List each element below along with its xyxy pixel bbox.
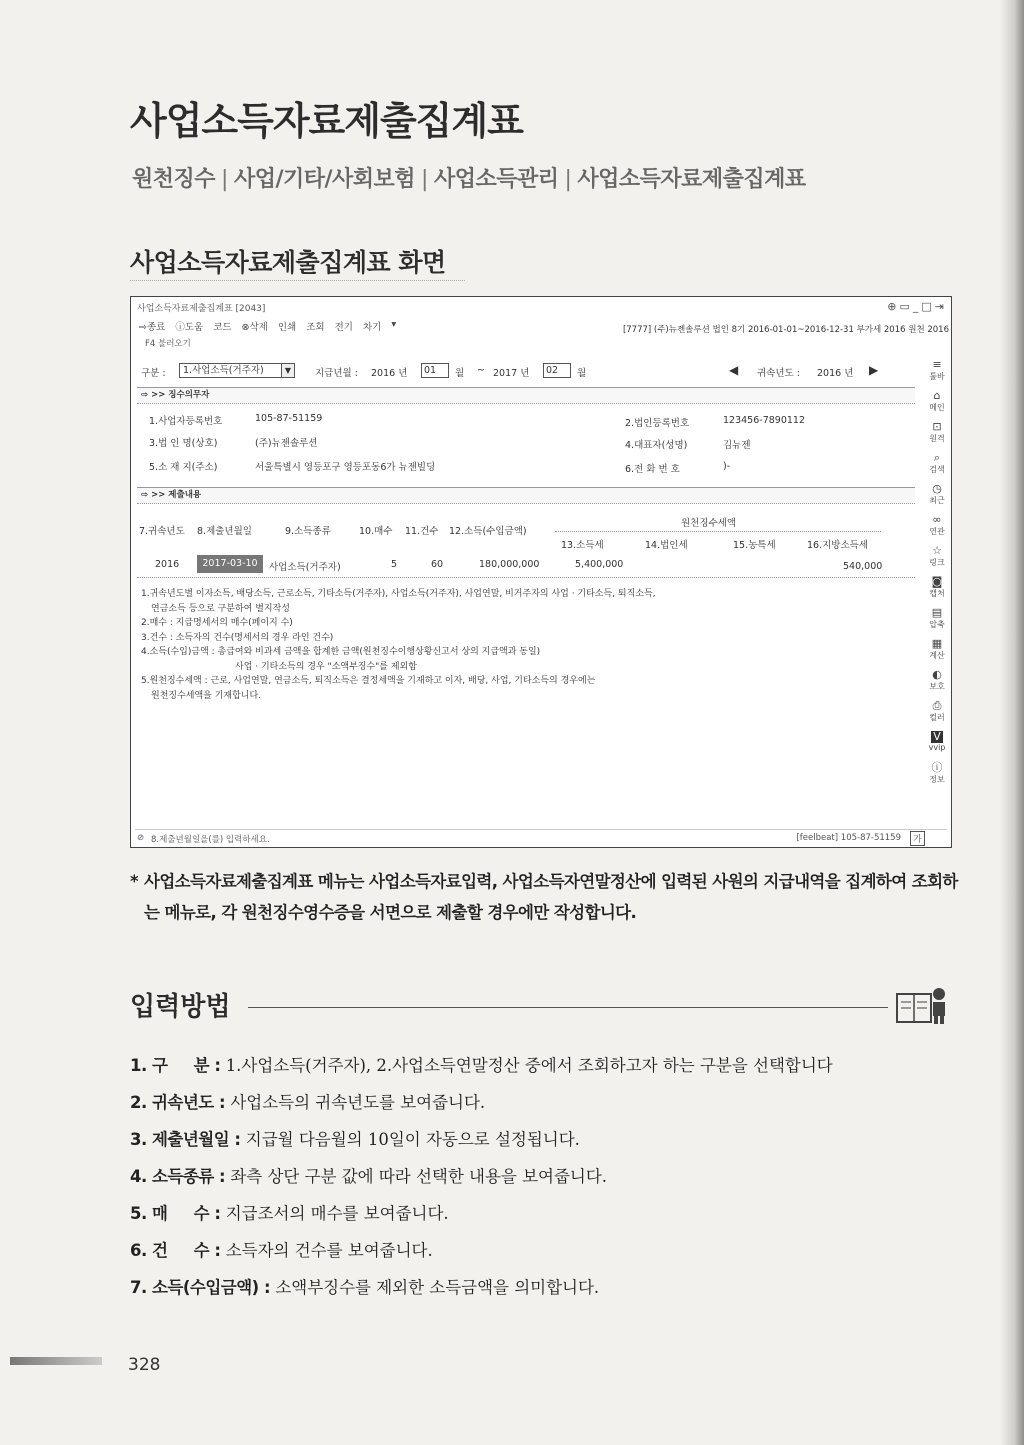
breadcrumb-item: 사업/기타/사회보험	[233, 167, 416, 192]
maximize-icon[interactable]: □	[921, 300, 935, 313]
side-menu-color[interactable]	[925, 700, 949, 731]
item-desc: 좌측 상단 구분 값에 따라 선택한 내용을 보여줍니다.	[230, 1167, 608, 1186]
help-note-line: 4.소득(수입)금액 : 총급여와 비과세 금액을 합계한 금액(원천징수이행상황신고서 상의 지급액과 동일)	[141, 647, 541, 657]
list-item	[130, 1274, 599, 1298]
window-title: 사업소득자료제출집계표 [2043]	[137, 304, 266, 314]
side-menu-vvip[interactable]	[925, 731, 949, 762]
archive-icon: ▤	[931, 606, 943, 619]
list-item	[130, 1052, 833, 1076]
ceo-value[interactable]: 김뉴젠	[723, 440, 751, 451]
month-to-value: 02	[546, 365, 559, 376]
pay-month-label: 지급년월 :	[315, 368, 358, 379]
month-unit-label: 월	[577, 368, 587, 379]
program-screenshot	[130, 296, 952, 848]
year-from: 2016 년	[371, 368, 408, 379]
side-menu-recent[interactable]	[925, 483, 949, 514]
side-menu-label: 보호	[929, 682, 945, 691]
attr-year-label: 귀속년도 :	[757, 368, 800, 379]
col-header-income: 12.소득(수입금액)	[449, 526, 527, 537]
month-unit-label: 월	[455, 368, 465, 379]
status-user-info: [feelbeat] 105-87-51159	[796, 833, 901, 843]
cell-income-tax: 5,400,000	[575, 559, 624, 570]
side-menu-label: 캡처	[929, 589, 945, 598]
side-menu-label: 압축	[929, 620, 945, 629]
shield-icon: ◐	[932, 668, 942, 681]
divider	[555, 531, 881, 532]
home-icon: ⌂	[933, 389, 941, 402]
menu-icon: ≡	[932, 358, 942, 371]
list-item	[130, 1126, 580, 1150]
col-header-kind: 9.소득종류	[285, 526, 331, 537]
calculator-icon: ▦	[931, 637, 943, 650]
f4-load-button[interactable]: F4 불러오기	[145, 339, 191, 349]
next-year-arrow-icon[interactable]: ▶	[869, 363, 879, 377]
side-menu-info[interactable]	[925, 762, 949, 793]
list-item	[130, 1089, 485, 1113]
side-menu-label: 원격	[929, 434, 945, 443]
item-desc: 소액부징수를 제외한 소득금액을 의미합니다.	[275, 1278, 600, 1297]
side-menu-label: 계산	[929, 651, 945, 660]
side-menu-label: 메인	[929, 403, 945, 412]
prev-year-arrow-icon[interactable]: ◀	[729, 363, 739, 377]
cell-cases: 60	[431, 559, 444, 570]
window-controls	[887, 300, 947, 313]
col-header-cases: 11.건수	[405, 526, 439, 537]
search-icon: ⌕	[933, 451, 941, 464]
status-help-icon: ⊘	[137, 833, 145, 843]
biz-no-label: 1.사업자등록번호	[149, 416, 223, 427]
restore-icon[interactable]: ▭	[899, 300, 913, 313]
page-number: 328	[128, 1355, 161, 1375]
info-icon: ⓘ	[931, 761, 943, 774]
item-label: 2. 귀속년도 :	[130, 1093, 226, 1112]
side-menu-protect[interactable]	[925, 669, 949, 700]
section-divider	[130, 280, 465, 281]
side-menu-label: 정보	[929, 775, 945, 784]
item-label: 4. 소득종류 :	[130, 1167, 226, 1186]
help-note-line: 2.매수 : 지급명세서의 매수(페이지 수)	[141, 618, 293, 628]
corp-no-label: 2.법인등록번호	[625, 418, 690, 429]
side-menu-label: 툴바	[929, 372, 945, 381]
gubun-label: 구분 :	[141, 368, 166, 379]
side-menu-toolbar[interactable]	[925, 359, 949, 390]
col-header-date: 8.제출년월일	[197, 526, 252, 537]
side-menu-label: 컬러	[929, 713, 945, 722]
submit-band	[137, 487, 915, 504]
side-menu	[925, 359, 949, 793]
remote-icon: ⊡	[932, 420, 942, 433]
note-asterisk: *	[130, 872, 139, 891]
input-method-title: 입력방법	[130, 992, 231, 1022]
col-header-local-tax: 16.지방소득세	[807, 540, 868, 551]
item-label: 1. 구 분 :	[130, 1056, 221, 1075]
camera-icon: ◙	[931, 575, 943, 588]
side-menu-search[interactable]	[925, 452, 949, 483]
withholder-band	[137, 387, 915, 404]
phone-label: 6.전 화 번 호	[625, 464, 680, 475]
help-note-line: 연금소득 등으로 구분하여 별지작성	[151, 603, 290, 614]
toolbar-more-button[interactable]: ▾	[391, 319, 397, 330]
section-title: 사업소득자료제출집계표 화면	[130, 248, 446, 277]
book-reader-icon	[895, 986, 951, 1026]
toolbar-search-button[interactable]: 조회	[306, 322, 325, 333]
toolbar-code-button[interactable]: 코드	[213, 322, 232, 333]
side-menu-related[interactable]	[925, 514, 949, 545]
cell-kind: 사업소득(거주자)	[269, 562, 341, 573]
help-note-line: 원천징수세액을 기재합니다.	[151, 690, 262, 701]
breadcrumb-item: 원천징수	[132, 167, 216, 192]
year-to: 2017 년	[493, 368, 530, 379]
company-info: [7777] (주)뉴젠솔루션 법인 8기 2016-01-01~2016-12-31 부가세 2016 원천 2016	[622, 325, 949, 335]
printer-icon: ⎙	[932, 699, 942, 712]
toolbar-prev-button[interactable]: 전기	[334, 322, 353, 333]
section-rule	[248, 1007, 888, 1008]
page-footer-bar	[10, 1357, 102, 1365]
side-menu-label: 연관	[929, 527, 945, 536]
ceo-label: 4.대표자(성명)	[625, 440, 688, 451]
side-menu-compress[interactable]	[925, 607, 949, 638]
corp-name-label: 3.법 인 명(상호)	[149, 438, 218, 449]
biz-no-value[interactable]: 105-87-51159	[255, 413, 323, 424]
cell-year: 2016	[155, 559, 180, 570]
attr-year-value: 2016 년	[817, 368, 854, 379]
chevron-down-icon[interactable]: ▼	[281, 363, 295, 378]
side-menu-label: 검색	[929, 465, 945, 474]
corp-name-value[interactable]: (주)뉴젠솔루션	[255, 438, 318, 449]
toolbar-help-button[interactable]: ⓘ도움	[175, 322, 204, 333]
link-icon: ∞	[932, 513, 942, 526]
item-desc: 1.사업소득(거주자), 2.사업소득연말정산 중에서 조회하고자 하는 구분을 선택합니다	[225, 1056, 833, 1075]
side-menu-label: 최근	[929, 496, 945, 505]
item-desc: 지급조서의 매수를 보여줍니다.	[225, 1204, 449, 1223]
item-desc: 지급월 다음월의 10일이 자동으로 설정됩니다.	[245, 1130, 580, 1149]
cell-sheets: 5	[391, 559, 398, 570]
help-note-line: 1.귀속년도별 이자소득, 배당소득, 근로소득, 기타소득(거주자), 사업소득(거주자), 사업연말, 비거주자의 사업 · 기타소득, 퇴직소득,	[141, 589, 656, 599]
side-menu-label: vvip	[928, 743, 946, 752]
exit-icon[interactable]: ⇥	[934, 300, 947, 313]
list-item	[130, 1237, 433, 1261]
col-header-corp-tax: 14.법인세	[645, 540, 688, 551]
gubun-select-value: 1.사업소득(거주자)	[183, 365, 264, 376]
side-menu-calculator[interactable]	[925, 638, 949, 669]
month-from-value: 01	[424, 365, 437, 376]
breadcrumb-item: 사업소득자료제출집계표	[577, 167, 806, 192]
side-menu-label: 링크	[929, 558, 945, 567]
help-note-line: 3.건수 : 소득자의 건수(명세서의 경우 라인 건수)	[141, 632, 334, 643]
tax-group-header: 원천징수세액	[681, 518, 737, 529]
month-to-select[interactable]	[543, 363, 571, 378]
toolbar-delete-button[interactable]: ⊗삭제	[241, 322, 268, 333]
addr-label: 5.소 재 지(주소)	[149, 462, 218, 473]
toolbar	[139, 319, 396, 333]
zoom-icon[interactable]: ⊕	[887, 300, 900, 313]
page-note	[130, 866, 960, 928]
side-menu-links[interactable]	[925, 545, 949, 576]
toolbar-print-button[interactable]: 인쇄	[277, 322, 297, 333]
page-title: 사업소득자료제출집계표	[130, 99, 523, 143]
addr-value[interactable]: 서울특별시 영등포구 영등포동6가 뉴젠빌딩	[255, 462, 436, 473]
page-edge-shadow	[1000, 0, 1024, 1445]
gubun-select[interactable]	[179, 363, 283, 378]
side-menu-remote[interactable]	[925, 421, 949, 452]
withholder-band-label: >> 징수의무자	[151, 390, 210, 400]
item-desc: 소득자의 건수를 보여줍니다.	[225, 1241, 433, 1260]
cell-local-tax: 540,000	[843, 561, 883, 572]
breadcrumb: 원천징수 | 사업/기타/사회보험 | 사업소득관리 | 사업소득자료제출집계표	[132, 167, 806, 192]
help-notes	[141, 587, 656, 703]
item-label: 7. 소득(수입금액) :	[130, 1278, 271, 1297]
note-text: 사업소득자료제출집계표 메뉴는 사업소득자료입력, 사업소득자연말정산에 입력된 사원의 지급내역을 집계하여 조회하는 메뉴로, 각 원천징수영수증을 서면으로 제출할 경우에만 작성합니다.	[144, 872, 958, 922]
help-note-line: 5.원천징수세액 : 근로, 사업연말, 연금소득, 퇴직소득은 결정세액을 기재하고 이자, 배당, 사업, 기타소득의 경우에는	[141, 676, 596, 686]
star-icon: ☆	[932, 544, 942, 557]
col-header-sheets: 10.매수	[359, 526, 393, 537]
col-header-year: 7.귀속년도	[139, 526, 185, 537]
submit-band-label: >> 제출내용	[151, 490, 202, 500]
list-item	[130, 1163, 607, 1187]
item-label: 6. 건 수 :	[130, 1241, 221, 1260]
vvip-icon: V	[931, 731, 943, 743]
toolbar-next-button[interactable]: 차기	[362, 322, 382, 333]
corp-no-value[interactable]: 123456-7890112	[723, 415, 806, 426]
ime-lang-indicator[interactable]: 가	[910, 831, 925, 846]
minimize-icon[interactable]: _	[912, 300, 922, 313]
breadcrumb-item: 사업소득관리	[433, 167, 559, 192]
help-note-line: 사업 · 기타소득의 경우 "소액부징수"를 제외함	[235, 661, 417, 672]
divider	[137, 577, 915, 578]
list-item	[130, 1200, 449, 1224]
side-menu-capture[interactable]	[925, 576, 949, 607]
arrow-right-icon: ⇨	[141, 390, 149, 400]
cell-date-selected[interactable]: 2017-03-10	[197, 555, 263, 573]
cell-income: 180,000,000	[479, 559, 540, 570]
item-desc: 사업소득의 귀속년도를 보여줍니다.	[230, 1093, 486, 1112]
month-from-select[interactable]	[421, 363, 449, 378]
status-message: 8.제출년월일을(를) 입력하세요.	[151, 835, 270, 845]
range-tilde: ~	[477, 365, 485, 376]
status-bar	[135, 829, 947, 845]
col-header-rural-tax: 15.농특세	[733, 540, 776, 551]
clock-icon: ◷	[932, 482, 942, 495]
toolbar-close-button[interactable]: ⇨종료	[139, 322, 166, 333]
item-label: 3. 제출년월일 :	[130, 1130, 241, 1149]
phone-value[interactable]: )-	[723, 461, 731, 472]
arrow-right-icon: ⇨	[141, 490, 149, 500]
side-menu-main[interactable]	[925, 390, 949, 421]
item-label: 5. 매 수 :	[130, 1204, 221, 1223]
col-header-income-tax: 13.소득세	[561, 540, 604, 551]
